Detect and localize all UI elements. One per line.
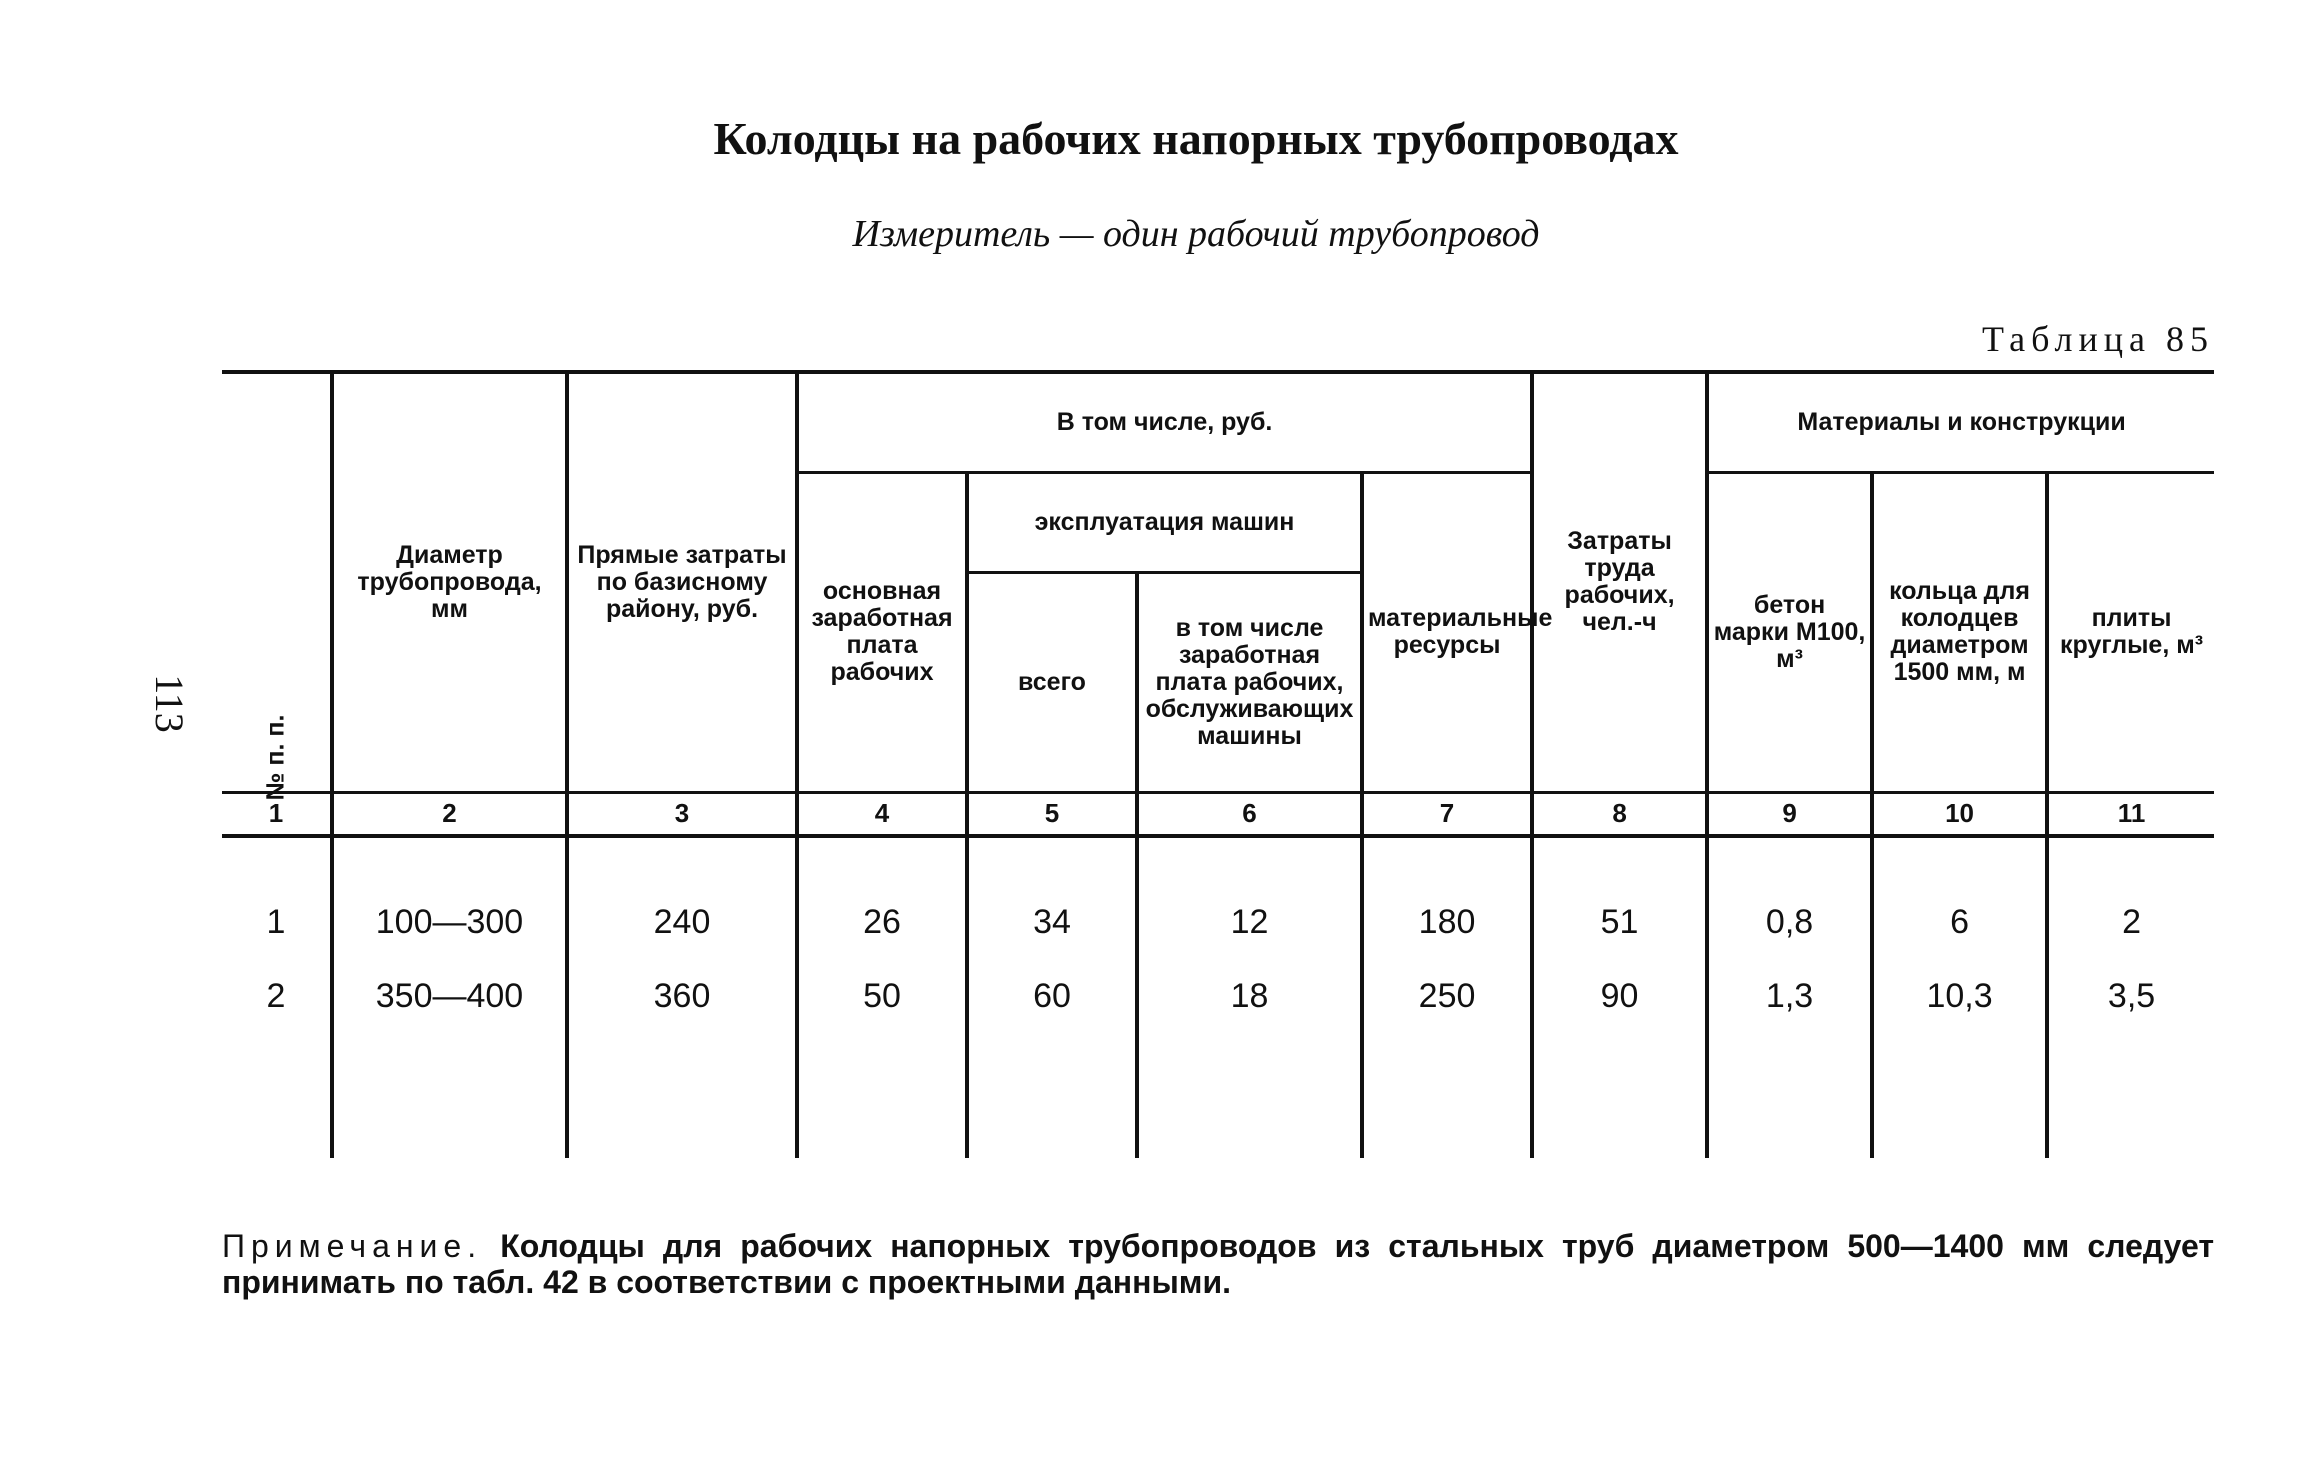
column-number: 10 [1872, 792, 2047, 836]
column-number: 4 [797, 792, 967, 836]
column-number: 1 [222, 792, 332, 836]
header-machine-operator-salary: в том числе заработная плата рабочих, обслуживающих машины [1137, 572, 1362, 792]
header-row-number: № п. п. [222, 372, 332, 792]
table-cell: 12 [1137, 836, 1362, 960]
header-group-machines: эксплуатация машин [967, 472, 1362, 572]
column-number: 6 [1137, 792, 1362, 836]
table-cell: 18 [1137, 960, 1362, 1034]
header-machines-total: всего [967, 572, 1137, 792]
table-cell: 90 [1532, 960, 1707, 1034]
header-slabs: плиты круглые, м³ [2047, 472, 2214, 792]
table-cell: 180 [1362, 836, 1532, 960]
table-cell: 240 [567, 836, 797, 960]
table-cell: 250 [1362, 960, 1532, 1034]
header-base-salary: основная заработная плата рабочих [797, 472, 967, 792]
footnote-label: Примечание. [222, 1228, 483, 1264]
table-cell: 100—300 [332, 836, 567, 960]
table-cell: 2 [266, 977, 286, 1015]
page-subtitle: Измеритель — один рабочий трубопровод [852, 213, 1540, 255]
column-number: 5 [967, 792, 1137, 836]
table-cell: 0,8 [1707, 836, 1872, 960]
table-cell: 1,3 [1707, 960, 1872, 1034]
table-cell: 3,5 [2047, 960, 2214, 1034]
table-cell: 51 [1532, 836, 1707, 960]
column-number: 2 [332, 792, 567, 836]
column-number: 3 [567, 792, 797, 836]
page-number: 113 [146, 674, 192, 733]
header-labor-costs: Затраты труда рабочих, чел.-ч [1532, 372, 1707, 792]
table-cell: 50 [797, 960, 967, 1034]
header-direct-costs: Прямые затраты по базисному району, руб. [567, 372, 797, 792]
table-cell: 350—400 [332, 960, 567, 1034]
table-cell: 10,3 [1872, 960, 2047, 1034]
data-table [222, 370, 2214, 1158]
column-number: 8 [1532, 792, 1707, 836]
page-title: Колодцы на рабочих напорных трубопроводах [713, 113, 1679, 164]
header-diameter: Диаметр трубопровода, мм [332, 372, 567, 792]
column-number: 9 [1707, 792, 1872, 836]
header-group-including: В том числе, руб. [797, 372, 1532, 472]
column-number: 11 [2047, 792, 2214, 836]
table-row [222, 960, 2214, 1034]
footnote [222, 1228, 2214, 1300]
header-concrete: бетон марки М100, м³ [1707, 472, 1872, 792]
table-cell: 1 [266, 903, 286, 941]
column-number: 7 [1362, 792, 1532, 836]
table-label: Таблица 85 [1982, 319, 2214, 359]
table-row [222, 836, 2214, 960]
header-rings: кольца для колодцев диаметром 1500 мм, м [1872, 472, 2047, 792]
table-cell: 60 [967, 960, 1137, 1034]
table-cell: 34 [967, 836, 1137, 960]
table-cell: 6 [1872, 836, 2047, 960]
table-spacer-row [222, 1034, 2214, 1158]
table-cell: 26 [797, 836, 967, 960]
table-cell: 2 [2047, 836, 2214, 960]
footnote-text: Колодцы для рабочих напорных трубопроводов из стальных труб диаметром 500—1400 мм следует принимать по табл. 42 в соответствии с проектными данными. [222, 1228, 2215, 1300]
header-material-resources: материальные ресурсы [1362, 472, 1532, 792]
table-cell: 360 [567, 960, 797, 1034]
header-group-materials: Материалы и конструкции [1707, 372, 2214, 472]
